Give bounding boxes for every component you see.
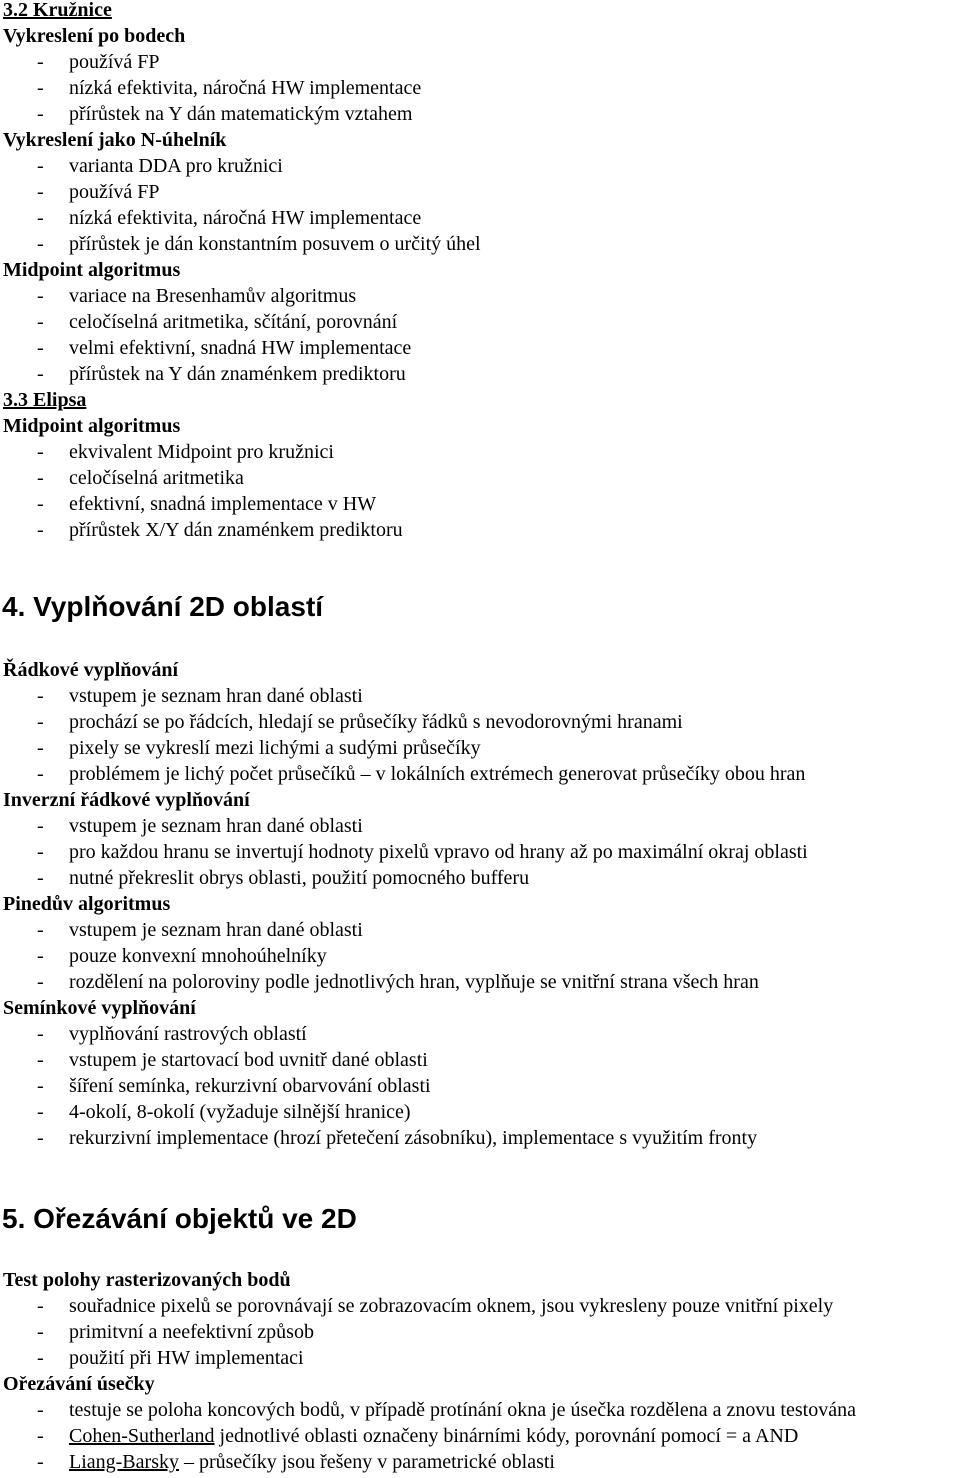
list-item: - používá FP	[37, 51, 160, 73]
list-item: - Cohen-Sutherland jednotlivé oblasti označeny binárními kódy, porovnání pomocí = a AND	[37, 1425, 799, 1447]
list-item: - vstupem je seznam hran dané oblasti	[37, 919, 363, 941]
list-item: - pro každou hranu se invertují hodnoty pixelů vpravo od hrany až po maximální okraj oblasti	[37, 841, 808, 863]
list-item: - primitvní a neefektivní způsob	[37, 1321, 314, 1343]
list-item: - přírůstek na Y dán matematickým vztahem	[37, 103, 413, 125]
list-item: - ekvivalent Midpoint pro kružnici	[37, 441, 334, 463]
chapter-title-4: 4. Vyplňování 2D oblastí	[2, 591, 324, 622]
list-item: - vstupem je startovací bod uvnitř dané oblasti	[37, 1049, 428, 1071]
subheading-seminkove-vyplnovani: Semínkové vyplňování	[3, 997, 196, 1019]
list-item: - variace na Bresenhamův algoritmus	[37, 285, 357, 307]
subheading-inverzni-vyplnovani: Inverzní řádkové vyplňování	[3, 789, 250, 811]
section-title-3-2: 3.2 Kružnice	[3, 0, 112, 21]
list-item: - 4-okolí, 8-okolí (vyžaduje silnější hranice)	[37, 1101, 411, 1123]
list-item: - nízká efektivita, náročná HW implementace	[37, 77, 422, 99]
subheading-test-polohy: Test polohy rasterizovaných bodů	[3, 1269, 291, 1291]
list-item: - vstupem je seznam hran dané oblasti	[37, 815, 363, 837]
list-item: - varianta DDA pro kružnici	[37, 155, 283, 177]
list-item: - rekurzivní implementace (hrozí přetečení zásobníku), implementace s využitím fronty	[37, 1127, 758, 1149]
list-item: - nutné překreslit obrys oblasti, použití pomocného bufferu	[37, 867, 530, 889]
list-item: - prochází se po řádcích, hledají se průsečíky řádků s nevodorovnými hranami	[37, 711, 683, 733]
chapter-title-5: 5. Ořezávání objektů ve 2D	[2, 1203, 357, 1234]
list-item: - Liang-Barsky – průsečíky jsou řešeny v parametrické oblasti	[37, 1451, 555, 1473]
list-item: - vyplňování rastrových oblastí	[37, 1023, 307, 1045]
list-item: - celočíselná aritmetika	[37, 467, 244, 489]
subheading-radkove-vyplnovani: Řádkové vyplňování	[3, 659, 179, 681]
list-item: - přírůstek X/Y dán znaménkem prediktoru	[37, 519, 403, 541]
subheading-vykresleni-po-bodech: Vykreslení po bodech	[3, 25, 186, 47]
subheading-midpoint-elipsa: Midpoint algoritmus	[3, 415, 181, 437]
list-item: - vstupem je seznam hran dané oblasti	[37, 685, 363, 707]
list-item: - používá FP	[37, 181, 160, 203]
list-item: - problémem je lichý počet průsečíků – v lokálních extrémech generovat průsečíky obou hran	[37, 763, 806, 785]
section-title-3-3: 3.3 Elipsa	[3, 389, 87, 411]
list-item: - souřadnice pixelů se porovnávají se zobrazovacím oknem, jsou vykresleny pouze vnitřní pixely	[37, 1295, 834, 1317]
list-item: - šíření semínka, rekurzivní obarvování oblasti	[37, 1075, 431, 1097]
list-item: - efektivní, snadná implementace v HW	[37, 493, 377, 515]
list-item: - použití při HW implementaci	[37, 1347, 304, 1369]
subheading-n-uhelnik: Vykreslení jako N-úhelník	[3, 129, 227, 151]
list-item: - rozdělení na poloroviny podle jednotlivých hran, vyplňuje se vnitřní strana všech hran	[37, 971, 759, 993]
link-liang-barsky[interactable]: Liang-Barsky	[69, 1451, 179, 1473]
subheading-orezavani-usecky: Ořezávání úsečky	[3, 1373, 155, 1395]
subheading-pineduv-algoritmus: Pinedův algoritmus	[3, 893, 171, 915]
list-item: - pouze konvexní mnohoúhelníky	[37, 945, 327, 967]
subheading-midpoint-kruznice: Midpoint algoritmus	[3, 259, 181, 281]
list-item: - velmi efektivní, snadná HW implementace	[37, 337, 412, 359]
list-item: - přírůstek je dán konstantním posuvem o určitý úhel	[37, 233, 481, 255]
list-item: - testuje se poloha koncových bodů, v případě protínání okna je úsečka rozdělena a znovu testována	[37, 1399, 856, 1421]
list-item: - přírůstek na Y dán znaménkem prediktoru	[37, 363, 406, 385]
list-item: - nízká efektivita, náročná HW implementace	[37, 207, 422, 229]
list-item: - celočíselná aritmetika, sčítání, porovnání	[37, 311, 398, 333]
link-cohen-sutherland[interactable]: Cohen-Sutherland	[69, 1425, 215, 1447]
list-item: - pixely se vykreslí mezi lichými a sudými průsečíky	[37, 737, 481, 759]
